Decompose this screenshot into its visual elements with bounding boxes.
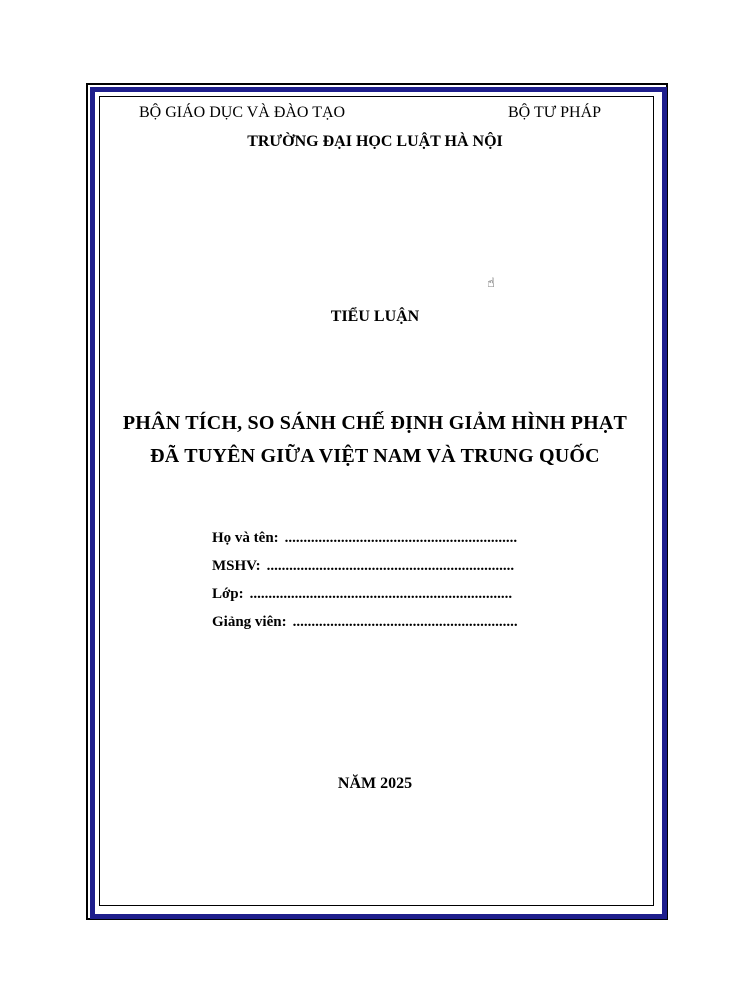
title-line-2: ĐÃ TUYÊN GIỮA VIỆT NAM VÀ TRUNG QUỐC — [150, 445, 600, 467]
field-label: Lớp: — [212, 586, 244, 602]
field-value: .................................................................. — [266, 558, 515, 574]
title-line-1: PHÂN TÍCH, SO SÁNH CHẾ ĐỊNH GIẢM HÌNH PHẠT — [122, 412, 628, 434]
field-student-id — [212, 552, 563, 580]
field-value: ............................................................ — [292, 614, 518, 630]
field-label: Họ và tên: — [212, 530, 279, 546]
hand-cursor-icon: ☝ — [487, 276, 495, 291]
ministry-left: BỘ GIÁO DỤC VÀ ĐÀO TẠO — [139, 104, 346, 121]
ministry-right: BỘ TƯ PHÁP — [508, 104, 602, 121]
field-label: Giảng viên: — [212, 614, 287, 630]
year: NĂM 2025 — [337, 775, 413, 792]
school-name: TRƯỜNG ĐẠI HỌC LUẬT HÀ NỘI — [247, 133, 503, 150]
field-value: .............................................................. — [284, 530, 518, 546]
thesis-title — [0, 407, 750, 473]
student-info — [212, 524, 563, 636]
field-full-name — [212, 524, 563, 552]
field-label: MSHV: — [212, 558, 261, 574]
field-class — [212, 580, 563, 608]
field-value: ...................................................................... — [249, 586, 513, 602]
field-lecturer — [212, 608, 563, 636]
document-type: TIỂU LUẬN — [330, 308, 420, 325]
